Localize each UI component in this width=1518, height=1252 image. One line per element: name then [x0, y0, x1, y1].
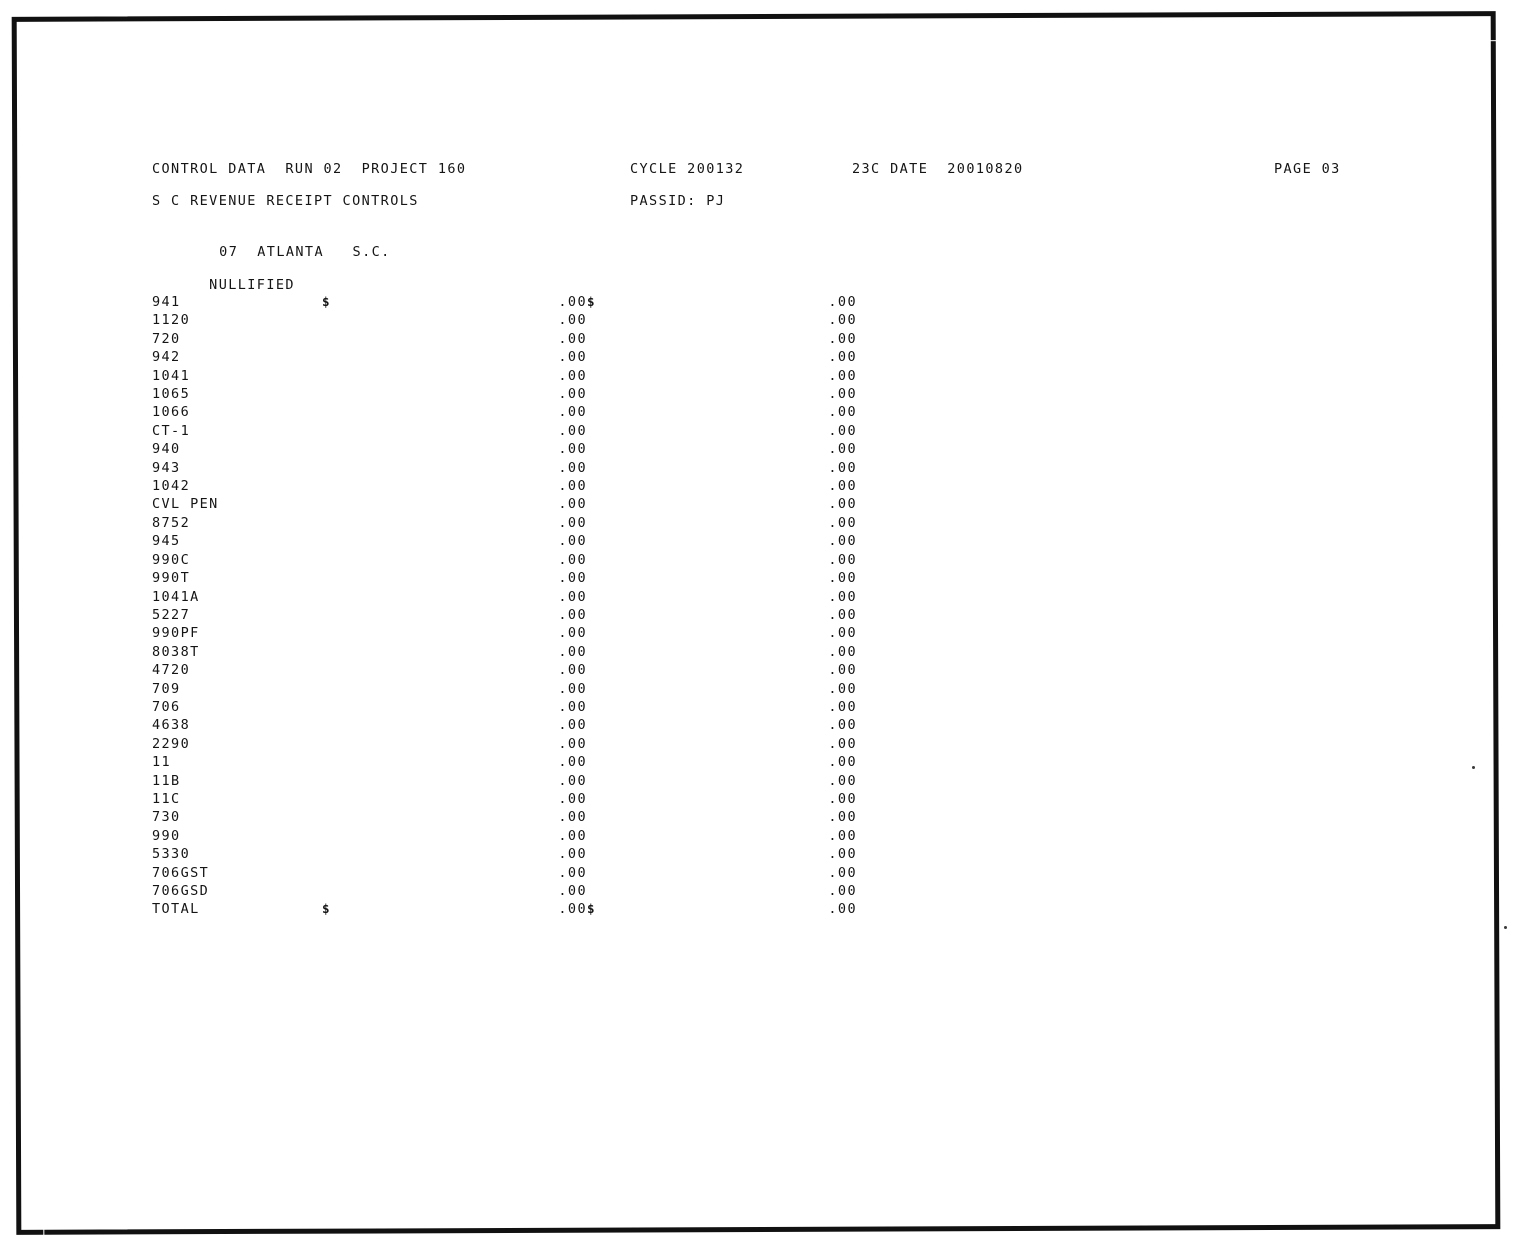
currency-symbol-secondary	[587, 588, 667, 606]
row-amount-secondary: .00	[828, 827, 857, 844]
row-label: 5227	[152, 606, 191, 623]
currency-symbol-primary	[322, 661, 507, 679]
row-amount-primary: .00	[558, 514, 587, 531]
scan-speck	[1472, 766, 1475, 769]
table-row	[152, 606, 857, 624]
currency-symbol-secondary	[587, 864, 667, 882]
section-heading	[152, 257, 1382, 293]
row-label: 11B	[152, 772, 181, 789]
row-amount-secondary: .00	[828, 386, 857, 403]
currency-symbol-secondary	[587, 624, 667, 642]
row-amount-secondary: .00	[828, 883, 857, 899]
row-label: 1041	[152, 367, 191, 384]
office-line	[152, 224, 1382, 260]
currency-symbol-primary	[322, 514, 507, 532]
row-amount-primary: .00	[558, 827, 587, 844]
currency-symbol-secondary	[587, 367, 667, 385]
row-amount-secondary: .00	[828, 698, 857, 715]
row-label: 945	[152, 533, 181, 550]
row-amount-secondary: .00	[828, 901, 857, 918]
currency-symbol-secondary	[587, 772, 667, 790]
row-label: 730	[152, 809, 181, 826]
currency-symbol-primary	[322, 753, 507, 771]
row-amount-primary: .00	[558, 883, 587, 899]
office-text: 07 ATLANTA S.C.	[219, 244, 391, 260]
row-amount-secondary: .00	[828, 772, 857, 789]
table-row	[152, 569, 857, 587]
row-amount-secondary: .00	[828, 312, 857, 329]
currency-symbol-primary	[322, 422, 507, 440]
table-row	[152, 716, 857, 734]
row-label: 990T	[152, 570, 191, 587]
row-amount-secondary: .00	[828, 864, 857, 881]
table-row	[152, 624, 857, 642]
row-label: 706	[152, 698, 181, 715]
table-row	[152, 459, 857, 477]
currency-symbol-primary	[322, 495, 507, 513]
currency-symbol-primary	[322, 900, 507, 918]
currency-symbol-primary	[322, 606, 507, 624]
row-amount-secondary: .00	[828, 496, 857, 513]
row-amount-secondary: .00	[828, 625, 857, 642]
row-amount-secondary: .00	[828, 570, 857, 587]
row-amount-secondary: .00	[828, 422, 857, 439]
table-row	[152, 293, 857, 311]
row-amount-primary: .00	[558, 330, 587, 347]
currency-symbol-secondary	[587, 882, 667, 900]
table-row	[152, 680, 857, 698]
table-row	[152, 330, 857, 348]
row-amount-primary: .00	[558, 588, 587, 605]
table-row	[152, 790, 857, 808]
row-label: 5330	[152, 846, 191, 863]
currency-symbol-secondary	[587, 459, 667, 477]
row-label: 8752	[152, 514, 191, 531]
row-amount-primary: .00	[558, 606, 587, 623]
row-amount-primary: .00	[558, 901, 587, 918]
row-amount-primary: .00	[558, 662, 587, 679]
currency-symbol-primary	[322, 845, 507, 863]
table-row	[152, 440, 857, 458]
table-row	[152, 808, 857, 826]
row-amount-secondary: .00	[828, 680, 857, 697]
table-row	[152, 772, 857, 790]
row-label: 11C	[152, 790, 181, 807]
currency-symbol-secondary	[587, 385, 667, 403]
row-label: 2290	[152, 735, 191, 752]
report-title: S C REVENUE RECEIPT CONTROLS	[152, 193, 419, 209]
row-amount-secondary: .00	[828, 294, 857, 310]
table-row	[152, 495, 857, 513]
table-row	[152, 827, 857, 845]
report-body	[152, 160, 1382, 919]
report-header-line-2	[152, 192, 1382, 224]
table-row	[152, 698, 857, 716]
row-label: 1042	[152, 478, 191, 495]
currency-symbol-secondary	[587, 403, 667, 421]
table-row	[152, 367, 857, 385]
row-label: TOTAL	[152, 901, 200, 918]
dollar-icon: $	[587, 901, 596, 917]
report-header-line-1	[152, 160, 1382, 192]
currency-symbol-primary	[322, 459, 507, 477]
row-label: 4720	[152, 662, 191, 679]
section-heading-text: NULLIFIED	[209, 277, 295, 293]
row-amount-secondary: .00	[828, 606, 857, 623]
currency-symbol-secondary	[587, 845, 667, 863]
table-row	[152, 900, 857, 918]
currency-symbol-primary	[322, 698, 507, 716]
currency-symbol-primary	[322, 864, 507, 882]
table-row	[152, 588, 857, 606]
currency-symbol-secondary	[587, 440, 667, 458]
passid-text: PASSID: PJ	[630, 193, 726, 209]
row-amount-primary: .00	[558, 441, 587, 458]
row-label: 4638	[152, 717, 191, 734]
currency-symbol-secondary	[587, 293, 667, 311]
currency-symbol-primary	[322, 551, 507, 569]
row-label: 706GSD	[152, 883, 210, 899]
row-amount-primary: .00	[558, 386, 587, 403]
currency-symbol-secondary	[587, 808, 667, 826]
row-label: 990	[152, 827, 181, 844]
row-amount-primary: .00	[558, 367, 587, 384]
amounts-table-body	[152, 293, 857, 919]
row-amount-secondary: .00	[828, 790, 857, 807]
row-amount-primary: .00	[558, 422, 587, 439]
currency-symbol-secondary	[587, 606, 667, 624]
row-amount-secondary: .00	[828, 588, 857, 605]
row-label: 990PF	[152, 625, 200, 642]
table-row	[152, 422, 857, 440]
currency-symbol-primary	[322, 790, 507, 808]
currency-symbol-primary	[322, 311, 507, 329]
row-amount-primary: .00	[558, 312, 587, 329]
currency-symbol-secondary	[587, 532, 667, 550]
row-amount-secondary: .00	[828, 717, 857, 734]
row-amount-secondary: .00	[828, 662, 857, 679]
currency-symbol-secondary	[587, 661, 667, 679]
currency-symbol-primary	[322, 440, 507, 458]
currency-symbol-primary	[322, 385, 507, 403]
row-amount-primary: .00	[558, 643, 587, 660]
row-amount-secondary: .00	[828, 754, 857, 771]
currency-symbol-primary	[322, 680, 507, 698]
row-amount-secondary: .00	[828, 330, 857, 347]
table-row	[152, 385, 857, 403]
currency-symbol-secondary	[587, 477, 667, 495]
currency-symbol-secondary	[587, 422, 667, 440]
row-label: 940	[152, 441, 181, 458]
currency-symbol-primary	[322, 772, 507, 790]
row-amount-secondary: .00	[828, 735, 857, 752]
table-row	[152, 882, 857, 900]
row-label: 942	[152, 349, 181, 366]
currency-symbol-secondary	[587, 514, 667, 532]
currency-symbol-secondary	[587, 551, 667, 569]
currency-symbol-secondary	[587, 827, 667, 845]
table-row	[152, 477, 857, 495]
currency-symbol-primary	[322, 532, 507, 550]
dollar-icon: $	[322, 294, 331, 309]
row-label: 706GST	[152, 864, 210, 881]
table-row	[152, 311, 857, 329]
currency-symbol-primary	[322, 624, 507, 642]
row-amount-secondary: .00	[828, 441, 857, 458]
currency-symbol-secondary	[587, 495, 667, 513]
row-amount-secondary: .00	[828, 459, 857, 476]
row-amount-secondary: .00	[828, 533, 857, 550]
table-row	[152, 643, 857, 661]
row-amount-primary: .00	[558, 496, 587, 513]
row-amount-primary: .00	[558, 809, 587, 826]
row-label: 720	[152, 330, 181, 347]
row-amount-primary: .00	[558, 459, 587, 476]
row-amount-primary: .00	[558, 294, 587, 310]
row-amount-primary: .00	[558, 533, 587, 550]
cycle-text: CYCLE 200132	[630, 161, 745, 177]
row-amount-secondary: .00	[828, 404, 857, 421]
currency-symbol-primary	[322, 348, 507, 366]
currency-symbol-secondary	[587, 348, 667, 366]
row-amount-primary: .00	[558, 717, 587, 734]
currency-symbol-primary	[322, 569, 507, 587]
row-amount-primary: .00	[558, 349, 587, 366]
row-label: 1041A	[152, 588, 200, 605]
currency-symbol-secondary	[587, 643, 667, 661]
table-row	[152, 403, 857, 421]
currency-symbol-secondary	[587, 330, 667, 348]
currency-symbol-primary	[322, 588, 507, 606]
row-label: 1066	[152, 404, 191, 421]
row-label: 709	[152, 680, 181, 697]
currency-symbol-secondary	[587, 680, 667, 698]
currency-symbol-secondary	[587, 753, 667, 771]
row-amount-primary: .00	[558, 404, 587, 421]
table-row	[152, 661, 857, 679]
row-amount-secondary: .00	[828, 514, 857, 531]
row-amount-primary: .00	[558, 864, 587, 881]
page-number-text: PAGE 03	[1274, 161, 1341, 177]
row-amount-primary: .00	[558, 790, 587, 807]
row-amount-primary: .00	[558, 846, 587, 863]
currency-symbol-primary	[322, 735, 507, 753]
row-label: 990C	[152, 551, 191, 568]
table-row	[152, 753, 857, 771]
row-amount-primary: .00	[558, 698, 587, 715]
table-row	[152, 348, 857, 366]
dollar-icon: $	[587, 294, 596, 309]
control-data-text: CONTROL DATA RUN 02 PROJECT 160	[152, 161, 467, 177]
row-label: 943	[152, 459, 181, 476]
row-label: 1120	[152, 312, 191, 329]
currency-symbol-primary	[322, 716, 507, 734]
currency-symbol-secondary	[587, 900, 667, 918]
row-label: 11	[152, 754, 172, 771]
table-row	[152, 532, 857, 550]
row-label: 1065	[152, 386, 191, 403]
currency-symbol-secondary	[587, 569, 667, 587]
row-amount-secondary: .00	[828, 643, 857, 660]
dollar-icon: $	[322, 901, 331, 917]
table-row	[152, 514, 857, 532]
row-amount-secondary: .00	[828, 809, 857, 826]
table-row	[152, 735, 857, 753]
currency-symbol-primary	[322, 808, 507, 826]
row-amount-primary: .00	[558, 625, 587, 642]
date-text: 23C DATE 20010820	[852, 161, 1024, 177]
currency-symbol-secondary	[587, 790, 667, 808]
row-amount-secondary: .00	[828, 349, 857, 366]
scan-speck	[1504, 926, 1507, 929]
row-amount-primary: .00	[558, 772, 587, 789]
row-amount-primary: .00	[558, 478, 587, 495]
currency-symbol-secondary	[587, 698, 667, 716]
row-amount-primary: .00	[558, 570, 587, 587]
row-amount-secondary: .00	[828, 551, 857, 568]
currency-symbol-primary	[322, 827, 507, 845]
row-amount-primary: .00	[558, 551, 587, 568]
currency-symbol-primary	[322, 367, 507, 385]
row-amount-secondary: .00	[828, 478, 857, 495]
row-label: 8038T	[152, 643, 200, 660]
row-amount-primary: .00	[558, 680, 587, 697]
table-row	[152, 845, 857, 863]
currency-symbol-secondary	[587, 716, 667, 734]
row-label: CVL PEN	[152, 496, 219, 513]
table-row	[152, 551, 857, 569]
amounts-table	[152, 293, 857, 919]
currency-symbol-primary	[322, 643, 507, 661]
currency-symbol-primary	[322, 293, 507, 311]
row-label: 941	[152, 294, 181, 310]
currency-symbol-primary	[322, 330, 507, 348]
currency-symbol-primary	[322, 403, 507, 421]
row-amount-primary: .00	[558, 754, 587, 771]
row-amount-secondary: .00	[828, 367, 857, 384]
row-amount-primary: .00	[558, 735, 587, 752]
currency-symbol-secondary	[587, 735, 667, 753]
currency-symbol-primary	[322, 882, 507, 900]
currency-symbol-primary	[322, 477, 507, 495]
table-row	[152, 864, 857, 882]
row-label: CT-1	[152, 422, 191, 439]
row-amount-secondary: .00	[828, 846, 857, 863]
currency-symbol-secondary	[587, 311, 667, 329]
